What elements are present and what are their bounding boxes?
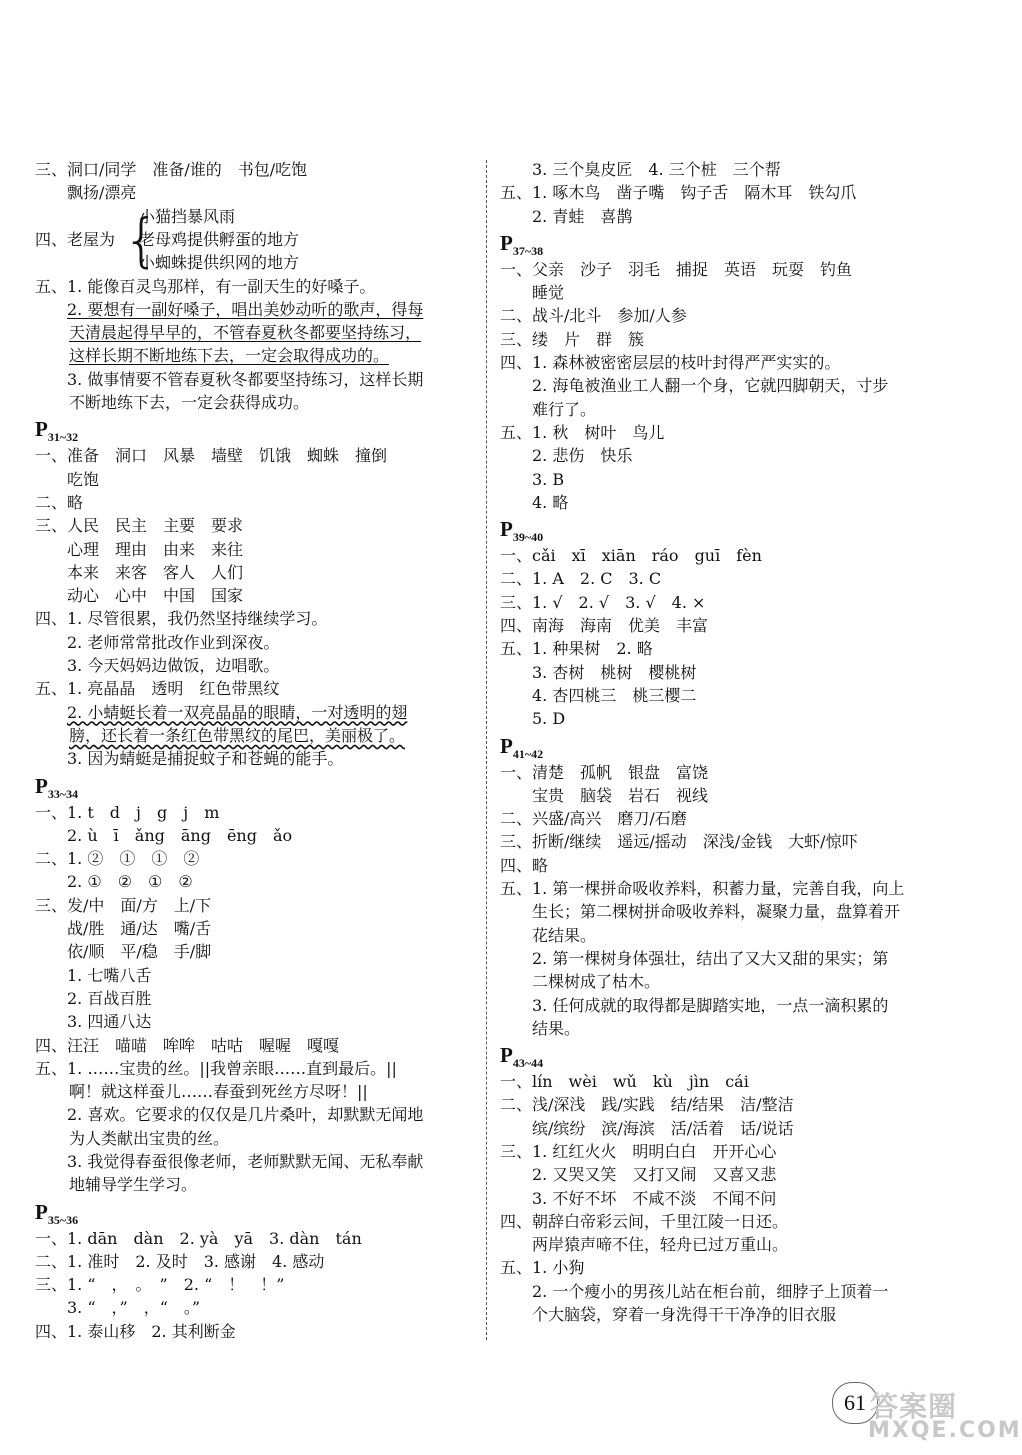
answer-line: 4. 略 [532, 492, 569, 512]
answer-line: 三、1. “ ， 。 ” 2. “ ！ ！” [35, 1275, 285, 1295]
answer-line: 一、清楚 孤帆 银盘 富饶 [500, 762, 709, 782]
heading-range: 41~42 [512, 746, 544, 761]
answer-line: 为人类献出宝贵的丝。 [69, 1128, 230, 1148]
answer-line: 四、汪汪 喵喵 哞哞 咕咕 喔喔 嘎嘎 [35, 1035, 340, 1055]
answer-line: 一、1. dān dàn 2. yà yā 3. dàn tán [35, 1228, 362, 1248]
answer-line: 二、战斗/北斗 参加/人参 [500, 306, 687, 326]
answer-line: 3. 三个臭皮匠 4. 三个桩 三个帮 [532, 160, 781, 179]
answer-line: 二、略 [35, 492, 84, 512]
brace-group [35, 205, 475, 275]
answer-line: 三、洞口/同学 准备/谁的 书包/吃饱 [35, 160, 308, 179]
brace-item: 小猫挡暴风雨 [139, 206, 236, 226]
answer-line: 五、1. 啄木鸟 凿子嘴 钩子舌 隔木耳 铁勾爪 [500, 183, 857, 203]
heading-range: 33~34 [47, 786, 79, 801]
answer-line: 二、1. ② ① ① ② [35, 849, 200, 869]
heading-letter: P [35, 773, 48, 798]
answer-line: 五、1. 种果树 2. 略 [500, 639, 653, 659]
answer-line: 3. 杏树 桃树 樱桃树 [532, 662, 697, 682]
answer-line [35, 321, 475, 344]
answer-line: 依/顺 平/稳 手/脚 [67, 942, 212, 962]
answer-line: 3. 我觉得春蚕很像老师，老师默默无闻、无私奉献 [67, 1151, 424, 1171]
brace-item: 老母鸡提供孵蛋的地方 [139, 229, 300, 249]
answer-line: 二、浅/深浅 践/实践 结/结果 洁/整洁 [500, 1095, 794, 1115]
answer-line: 二棵树成了枯木。 [532, 972, 661, 992]
answer-line [35, 344, 475, 367]
section-heading [35, 414, 475, 444]
answer-line: 二、兴盛/高兴 磨刀/石磨 [500, 809, 687, 829]
answer-line: 三、发/中 面/方 上/下 [35, 895, 212, 915]
answer-line: 二、1. 准时 2. 及时 3. 感谢 4. 感动 [35, 1251, 325, 1271]
section-heading [500, 228, 940, 258]
watermark-url: MXQE.COM [868, 1418, 1022, 1443]
heading-letter: P [35, 1199, 48, 1224]
answer-line: 一、准备 洞口 风暴 墙壁 饥饿 蜘蛛 撞倒 [35, 446, 388, 466]
answer-line: 两岸猿声啼不住，轻舟已过万重山。 [532, 1235, 789, 1255]
heading-range: 35~36 [47, 1212, 79, 1227]
answer-line: 宝贵 脑袋 岩石 视线 [532, 785, 709, 805]
answer-line: 一、cǎi xī xiān ráo guī fèn [500, 546, 762, 566]
answer-line: 4. 杏四桃三 桃三樱二 [532, 685, 697, 705]
answer-line: 2. 青蛙 喜鹊 [532, 206, 633, 226]
section-heading [35, 771, 475, 801]
answer-line: 2. ù ī ǎng āng ēng ǎo [67, 825, 293, 845]
answer-line: 3. 不好不坏 不咸不淡 不闻不问 [532, 1188, 777, 1208]
answer-line: 啊！就这样蚕儿……春蚕到死丝方尽呀！|| [69, 1082, 368, 1102]
answer-line: 3. 做事情要不管春夏秋冬都要坚持练习，这样长期 [67, 369, 424, 389]
answer-line: 三、1. √ 2. √ 3. √ 4. × [500, 592, 706, 612]
answer-line: 3. 任何成就的取得都是脚踏实地，一点一滴积累的 [532, 995, 889, 1015]
answer-line: 四、1. 森林被密密层层的枝叶封得严严实实的。 [500, 353, 841, 373]
answer-line: 动心 心中 中国 国家 [67, 586, 244, 606]
answer-line [35, 724, 475, 747]
answer-line: 吃饱 [67, 469, 100, 489]
answer-line: 2. 又哭又笑 又打又闹 又喜又悲 [532, 1165, 777, 1185]
answer-line: 五、1. 第一棵拼命吸收养料，积蓄力量，完善自我，向上 [500, 879, 905, 899]
heading-range: 31~32 [47, 430, 79, 445]
answer-line: 三、人民 民主 主要 要求 [35, 516, 244, 536]
underlined-text: 2. 要想有一副好嗓子，唱出美妙动听的歌声，得每 [67, 299, 424, 319]
answer-line: 五、1. ……宝贵的丝。||我曾亲眼……直到最后。|| [35, 1058, 397, 1078]
answer-line: 四、朝辞白帝彩云间，千里江陵一日还。 [500, 1211, 789, 1231]
section-heading [35, 1197, 475, 1227]
answer-line: 花结果。 [532, 925, 597, 945]
wavy-underlined-text: 膀，还长着一条红色带黑纹的尾巴，美丽极了。 [69, 725, 406, 745]
page-number: 61 [832, 1382, 878, 1424]
section-heading [500, 514, 940, 544]
answer-line: 2. 海龟被渔业工人翻一个身，它就四脚朝天，寸步 [532, 376, 889, 396]
answer-line: 战/胜 通/达 嘴/舌 [67, 919, 212, 939]
section-heading [500, 1040, 940, 1070]
answer-line: 三、折断/继续 遥远/摇动 深浅/金钱 大虾/惊吓 [500, 832, 858, 852]
answer-line: 2. 喜欢。它要求的仅仅是几片桑叶，却默默无闻地 [67, 1105, 424, 1125]
answer-line: 一、1. t d j g j m [35, 802, 220, 822]
answer-line: 一、父亲 沙子 羽毛 捕捉 英语 玩耍 钓鱼 [500, 259, 853, 279]
answer-line: 三、1. 红红火火 明明白白 开开心心 [500, 1141, 777, 1161]
answer-line: 2. 一个瘦小的男孩儿站在柜台前，细脖子上顶着一 [532, 1281, 889, 1301]
answer-line: 四、略 [500, 855, 549, 875]
answer-line [35, 298, 475, 321]
answer-line: 2. ① ② ① ② [67, 872, 193, 892]
answer-line: 五、1. 能像百灵鸟那样，有一副天生的好嗓子。 [35, 276, 376, 296]
answer-line: 本来 来客 客人 人们 [67, 562, 244, 582]
answer-line: 一、lín wèi wǔ kù jìn cái [500, 1072, 749, 1092]
answer-line: 3. “ ，” ，“ 。” [67, 1298, 201, 1318]
answer-line: 难行了。 [532, 399, 597, 419]
answer-line: 不断地练下去，一定会获得成功。 [69, 393, 310, 413]
brace-symbol: { [123, 205, 160, 274]
answer-line: 四、南海 海南 优美 丰富 [500, 616, 709, 636]
answer-line: 二、1. A 2. C 3. C [500, 569, 662, 589]
column-divider [486, 160, 487, 1340]
answer-line [35, 701, 475, 724]
answer-line: 睡觉 [532, 283, 565, 303]
heading-letter: P [500, 733, 513, 758]
answer-line: 2. 第一棵树身体强壮，结出了又大又甜的果实；第 [532, 948, 889, 968]
right-column [500, 158, 940, 1326]
brace-item: 小蜘蛛提供织网的地方 [139, 252, 300, 272]
answer-line: 2. 悲伤 快乐 [532, 446, 633, 466]
heading-letter: P [500, 230, 513, 255]
answer-line: 1. 七嘴八舌 [67, 965, 152, 985]
heading-range: 39~40 [512, 530, 544, 545]
section-heading [500, 731, 940, 761]
answer-line: 心理 理由 由来 来往 [67, 539, 244, 559]
answer-line: 缤/缤纷 滨/海滨 活/活着 话/说话 [532, 1118, 794, 1138]
answer-line: 五、1. 亮晶晶 透明 红色带黑纹 [35, 679, 280, 699]
left-column [35, 158, 475, 1343]
answer-line: 3. 四通八达 [67, 1012, 152, 1032]
answer-line: 四、老屋为 [35, 229, 116, 249]
answer-line: 5. D [532, 709, 566, 729]
underlined-text: 这样长期不断地练下去，一定会取得成功的。 [69, 346, 390, 366]
answer-line: 2. 老师常常批改作业到深夜。 [67, 632, 280, 652]
answer-line: 三、缕 片 群 簇 [500, 329, 645, 349]
answer-line: 飘扬/漂亮 [67, 183, 137, 203]
answer-line: 四、1. 泰山移 2. 其利断金 [35, 1321, 236, 1341]
answer-line: 五、1. 秋 树叶 鸟儿 [500, 422, 665, 442]
heading-range: 43~44 [512, 1056, 544, 1071]
wavy-underlined-text: 2. 小蜻蜓长着一双亮晶晶的眼睛，一对透明的翅 [67, 702, 408, 722]
heading-range: 37~38 [512, 244, 544, 259]
answer-line: 2. 百战百胜 [67, 988, 152, 1008]
heading-letter: P [500, 1043, 513, 1068]
heading-letter: P [35, 417, 48, 442]
answer-line: 五、1. 小狗 [500, 1258, 585, 1278]
answer-line: 3. 今天妈妈边做饭，边唱歌。 [67, 656, 280, 676]
answer-line: 生长；第二棵树拼命吸收养料，凝聚力量，盘算着开 [532, 902, 901, 922]
underlined-text: 天清晨起得早早的，不管春夏秋冬都要坚持练习， [69, 323, 422, 343]
answer-line: 3. B [532, 469, 565, 489]
watermark-logo: 答案圈 [870, 1390, 958, 1423]
answer-line: 3. 因为蜻蜓是捕捉蚊子和苍蝇的能手。 [67, 749, 344, 769]
answer-line: 结果。 [532, 1018, 581, 1038]
answer-line: 四、1. 尽管很累，我仍然坚持继续学习。 [35, 609, 328, 629]
answer-line: 个大脑袋，穿着一身洗得干干净净的旧衣服 [532, 1305, 837, 1325]
answer-line: 地辅导学生学习。 [69, 1175, 198, 1195]
heading-letter: P [500, 517, 513, 542]
